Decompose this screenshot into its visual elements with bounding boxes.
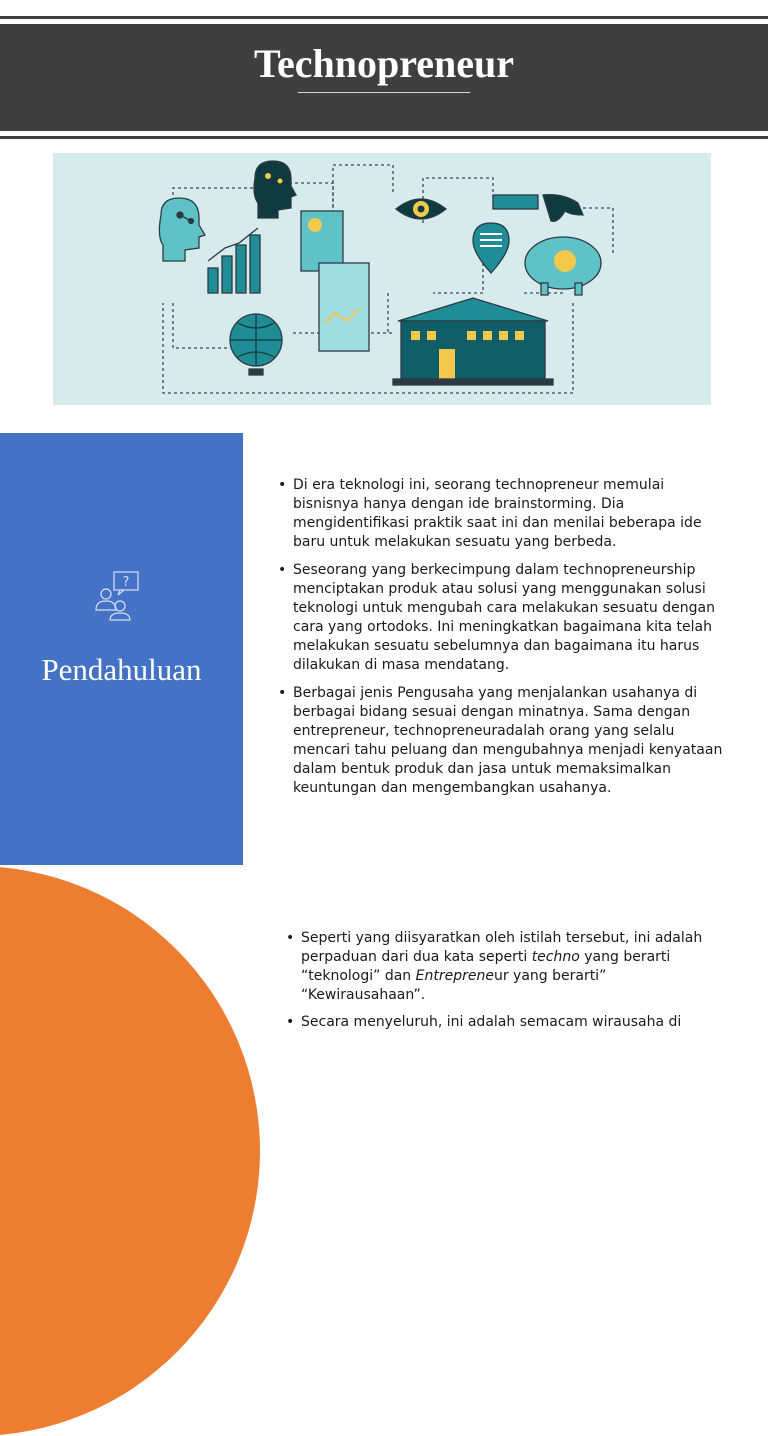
list-item: • Secara menyeluruh, ini adalah semacam wirausaha di: [286, 1013, 731, 1032]
piggy-bank-icon: [525, 237, 601, 295]
hero-illustration: [53, 153, 711, 405]
bar-chart-icon: [208, 228, 260, 293]
eye-icon: [396, 199, 446, 219]
svg-text:?: ?: [122, 575, 130, 590]
bullet-list-2: [286, 929, 731, 1040]
list-item: • Berbagai jenis Pengusaha yang menjalankan usahanya di berbagai bidang sesuai dengan minatnya. Sama dengan entrepreneur, technopreneuradalah orang yang selalu mencari tahu peluang dan mengubahnya menjadi kenyataan dalam bentuk produk dan jasa untuk memaksimalkan keuntungan dan mengembangkan usahanya.: [278, 684, 728, 798]
list-item: • Seseorang yang berkecimpung dalam technopreneurship menciptakan produk atau solusi yang menggunakan solusi teknologi untuk mengubah cara melakukan sesuatu dengan cara yang ortodoks. Ini meningkatkan bagaimana kita telah melakukan sesuatu sebelumnya dan bagaimana itu harus dilakukan di masa mendatang.: [278, 561, 728, 675]
binary-pin-icon: [473, 223, 509, 273]
card-hand-icon: [493, 195, 583, 222]
list-item: • Di era teknologi ini, seorang technopreneur memulai bisnisnya hanya dengan ide brainstorming. Dia mengidentifikasi praktik saat ini dan menilai beberapa ide baru untuk melakukan sesuatu yang berbeda.: [278, 476, 728, 552]
ai-head-icon: [159, 198, 205, 261]
documents-icon: [301, 211, 369, 351]
orange-decoration: [0, 866, 260, 1436]
section-title: Pendahuluan: [41, 652, 202, 687]
brain-head-icon: [254, 161, 296, 218]
list-item: • Seperti yang diisyaratkan oleh istilah tersebut, ini adalah perpaduan dari dua kata seperti techno yang berarti “teknologi” dan Entrepreneur yang berarti” “Kewirausahaan”.: [286, 929, 731, 1005]
banner-bottom-rule: [0, 136, 768, 139]
bank-building-icon: [393, 298, 553, 385]
page-title: Technopreneur: [253, 41, 515, 86]
globe-icon: [230, 314, 282, 375]
banner-top-rule: [0, 16, 768, 19]
question-person-icon: [94, 570, 142, 627]
title-underline: [298, 92, 470, 93]
section-panel: [0, 433, 243, 865]
bullet-list: [278, 476, 728, 807]
